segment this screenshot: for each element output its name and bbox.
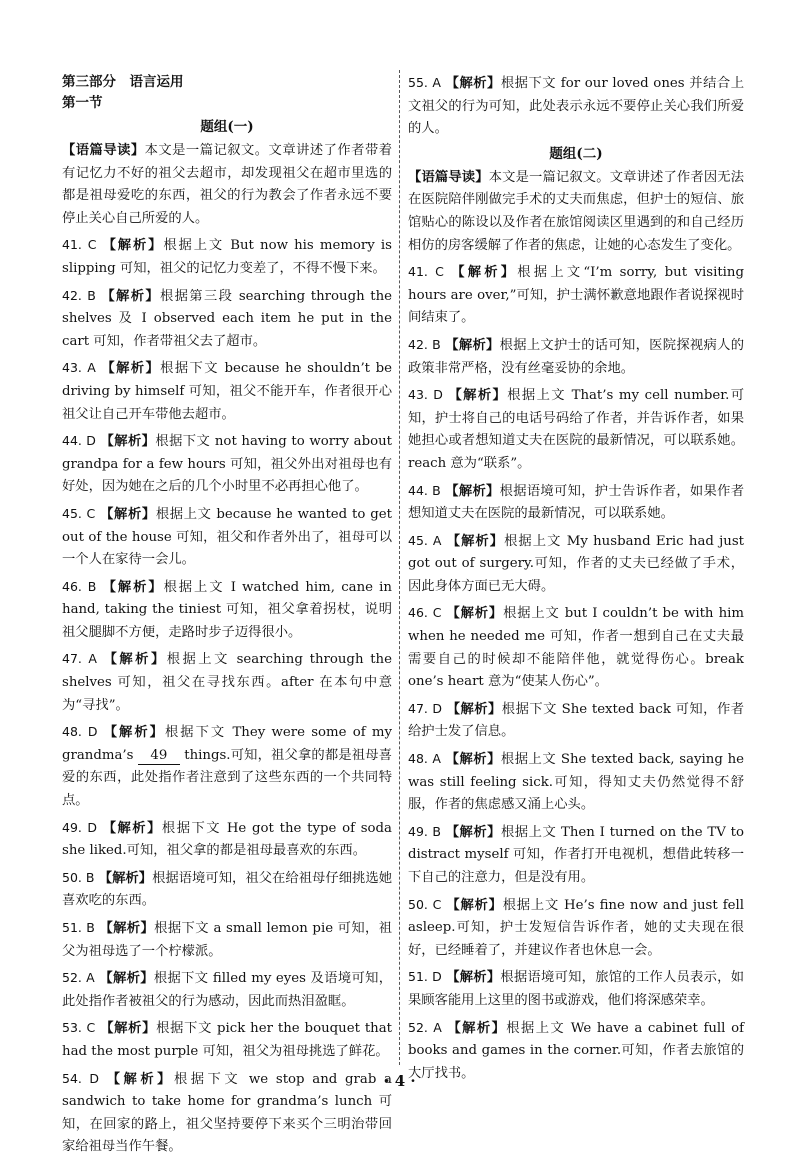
item-number: 45. C bbox=[62, 505, 96, 521]
analysis-tag: 【解析】 bbox=[101, 288, 160, 304]
analysis-tag: 【解析】 bbox=[99, 921, 155, 936]
analysis-tag: 【解析】 bbox=[447, 1020, 507, 1036]
answer-item bbox=[408, 480, 744, 526]
analysis-tag: 【解析】 bbox=[102, 820, 162, 836]
right-column bbox=[408, 72, 744, 1085]
item-text: 根据语境可知，祖父在给祖母仔细挑选她喜欢吃的东西。 bbox=[62, 870, 392, 909]
analysis-tag: 【解析】 bbox=[101, 361, 161, 377]
item-text: 根据下文 we stop and grab a sandwich to take home for grandma’s lunch 可知，在回家的路上，祖父坚持要停下来买个三明治带回家给祖母当作午餐。 bbox=[62, 1071, 392, 1155]
analysis-tag: 【解析】 bbox=[103, 652, 167, 668]
item-text: 根据上文 because he wanted to get out of the house 可知，祖父和作者外出了，祖母可以一个人在家待一会儿。 bbox=[62, 506, 392, 568]
analysis-tag: 【解析】 bbox=[99, 971, 154, 987]
item-text: 根据上文 But now his memory is slipping 可知，祖父的记忆力变差了，不得不慢下来。 bbox=[62, 238, 392, 276]
analysis-tag: 【解析】 bbox=[446, 606, 504, 622]
intro-text: 本文是一篇记叙文。文章讲述了作者带着有记忆力不好的祖父去超市，却发现祖父在超市里选的都是祖母爱吃的东西，祖父的行为教会了作者永远不要停止关心自己所爱的人。 bbox=[62, 143, 393, 226]
item-number: 52. A bbox=[62, 970, 95, 986]
answer-item bbox=[408, 334, 744, 380]
intro-tag: 【语篇导读】 bbox=[408, 169, 489, 185]
answer-item bbox=[408, 821, 744, 890]
item-text: 根据上文 My husband Eric had just got out of surgery.可知，作者的丈夫已经做了手术，因此身体方面已无大碍。 bbox=[408, 533, 745, 594]
answer-item bbox=[62, 721, 392, 812]
item-text: 根据下文 because he shouldn’t be driving by himself 可知，祖父不能开车，作者很开心祖父让自己开车带他去超市。 bbox=[62, 361, 393, 422]
item-number: 41. C bbox=[62, 237, 97, 253]
item-text: 根据上文 but I couldn’t be with him when he needed me 可知，作者一想到自己在丈夫最需要自己的时候却不能陪伴他，就觉得伤心。break one’s heart 意为“使某人伤心”。 bbox=[408, 606, 744, 690]
item-text: 根据上文 searching through the shelves 可知，祖父在寻找东西。after 在本句中意为“寻找”。 bbox=[62, 652, 392, 713]
item-number: 50. C bbox=[408, 896, 442, 912]
answer-item bbox=[62, 357, 392, 426]
answer-item bbox=[408, 530, 744, 599]
item-text-continued: things.可知，祖父拿的都是祖母喜爱的东西，此处指作者注意到了这些东西的一个共同特点。 bbox=[62, 747, 392, 809]
analysis-tag: 【解析】 bbox=[446, 897, 503, 913]
blank-number: 49 bbox=[138, 748, 180, 765]
item-text: 根据下文 not having to worry about grandpa for a few hours 可知，祖父外出对祖母也有好处，因为她在之后的几个小时里不必再担心他了。 bbox=[62, 434, 392, 495]
intro-text: 本文是一篇记叙文。文章讲述了作者因无法在医院陪伴刚做完手术的丈夫而焦虑，但护士的短信、旅馆贴心的陈设以及作者在旅馆阅读区里遇到的和自己经历相仿的房客缓解了作者的焦虑，让她的心态发生了变化。 bbox=[408, 169, 745, 253]
analysis-tag: 【解析】 bbox=[445, 752, 501, 768]
answer-item bbox=[62, 285, 392, 354]
answer-item bbox=[62, 234, 392, 280]
analysis-tag: 【解析】 bbox=[445, 483, 500, 499]
analysis-tag: 【解析】 bbox=[102, 238, 164, 254]
analysis-tag: 【解析】 bbox=[100, 506, 156, 522]
item-number: 54. D bbox=[62, 1070, 99, 1086]
answer-item bbox=[408, 698, 744, 744]
answer-item bbox=[408, 748, 744, 817]
group-title-2: 题组(二) bbox=[549, 145, 603, 162]
item-text: 根据下文 They were some of my grandma’s bbox=[62, 725, 393, 763]
analysis-tag: 【解析】 bbox=[448, 388, 508, 404]
item-number: 49. B bbox=[408, 823, 441, 839]
item-number: 44. D bbox=[62, 433, 96, 449]
item-text: 根据上文 We have a cabinet full of books and games in the corner.可知，作者去旅馆的大厅找书。 bbox=[408, 1020, 744, 1081]
subsection-title: 第一节 bbox=[62, 95, 103, 111]
item-text: 根据下文 She texted back 可知，作者给护士发了信息。 bbox=[408, 701, 745, 740]
item-number: 47. A bbox=[62, 651, 97, 667]
item-number: 46. B bbox=[62, 578, 97, 594]
answer-item bbox=[62, 917, 392, 963]
analysis-tag: 【解析】 bbox=[100, 1021, 157, 1037]
item-number: 51. B bbox=[62, 920, 95, 935]
analysis-tag: 【解析】 bbox=[106, 1071, 174, 1087]
item-number: 53. C bbox=[62, 1020, 96, 1036]
item-text: 根据第三段 searching through the shelves 及 I observed each item he put in the cart 可知，作者带祖父去了超市。 bbox=[62, 288, 393, 349]
answer-item bbox=[408, 966, 744, 1012]
item-text: 根据下文 for our loved ones 并结合上文祖父的行为可知，此处表示永远不要停止关心我们所爱的人。 bbox=[408, 76, 744, 137]
item-number: 48. A bbox=[408, 751, 441, 767]
item-text: 根据下文 He got the type of soda she liked.可知，祖父拿的都是祖母最喜欢的东西。 bbox=[62, 820, 392, 859]
item-text: 根据语境可知，旅馆的工作人员表示，如果顾客能用上这里的图书或游戏，他们将深感荣幸。 bbox=[408, 970, 744, 1008]
analysis-tag: 【解析】 bbox=[451, 265, 518, 281]
answer-item bbox=[408, 72, 744, 141]
item-text: 根据上文 She texted back, saying he was still feeling sick.可知，得知丈夫仍然觉得不舒服，作者的焦虑感又涌上心头。 bbox=[408, 752, 745, 813]
item-text: 根据上文 I watched him, cane in hand, taking the tiniest 可知，祖父拿着拐杖，说明祖父腿脚不方便，走路时步子迈得很小。 bbox=[62, 579, 392, 640]
analysis-tag: 【解析】 bbox=[445, 337, 500, 353]
analysis-tag: 【解析】 bbox=[446, 533, 505, 549]
item-number: 51. D bbox=[408, 969, 442, 985]
analysis-tag: 【解析】 bbox=[103, 725, 165, 741]
answer-item bbox=[62, 648, 392, 717]
item-number: 43. A bbox=[62, 360, 96, 376]
item-number: 52. A bbox=[408, 1019, 442, 1035]
item-number: 48. D bbox=[62, 724, 98, 740]
item-number: 46. C bbox=[408, 605, 442, 621]
answer-item bbox=[408, 894, 744, 963]
analysis-tag: 【解析】 bbox=[102, 579, 164, 595]
intro-paragraph bbox=[408, 167, 744, 257]
item-text: 根据上文护士的话可知，医院探视病人的政策非常严格，没有丝毫妥协的余地。 bbox=[408, 337, 745, 376]
intro-tag: 【语篇导读】 bbox=[62, 143, 145, 158]
item-number: 41. C bbox=[408, 264, 444, 280]
page-number: · 4 · bbox=[384, 1072, 416, 1090]
item-text: 根据上文 He’s fine now and just fell asleep.可知，护士发短信告诉作者，她的丈夫现在很好，已经睡着了，并建议作者也休息一会。 bbox=[408, 897, 745, 958]
left-column bbox=[62, 72, 392, 1159]
answer-item bbox=[62, 1017, 392, 1063]
item-number: 47. D bbox=[408, 700, 442, 716]
analysis-tag: 【解析】 bbox=[446, 701, 502, 717]
section-title: 第三部分 语言运用 bbox=[62, 74, 184, 90]
item-text: 根据上文 Then I turned on the TV to distract myself 可知，作者打开电视机，想借此转移一下自己的注意力，但是没有用。 bbox=[408, 824, 744, 885]
item-text: 根据下文 pick her the bouquet that had the most purple 可知，祖父为祖母挑选了鲜花。 bbox=[62, 1021, 393, 1059]
item-number: 55. A bbox=[408, 75, 441, 90]
item-text: 根据下文 filled my eyes 及语境可知，此处指作者被祖父的行为感动，因此而热泪盈眶。 bbox=[62, 971, 393, 1009]
item-number: 42. B bbox=[408, 336, 441, 352]
group-title-1: 题组(一) bbox=[200, 119, 254, 135]
answer-item bbox=[408, 602, 744, 693]
answer-list-right bbox=[408, 261, 744, 1085]
answer-item bbox=[62, 576, 392, 645]
item-text: 根据上文 That’s my cell number.可知，护士将自己的电话号码给了作者，并告诉作者，如果她担心或者想知道丈夫在医院的最新情况，可以联系她。reach 意为“联系”。 bbox=[408, 388, 745, 471]
analysis-tag: 【解析】 bbox=[446, 970, 501, 986]
answer-item bbox=[62, 503, 392, 572]
answer-item bbox=[62, 967, 392, 1013]
item-number: 44. B bbox=[408, 482, 441, 498]
item-number: 49. D bbox=[62, 819, 97, 835]
answer-item bbox=[408, 261, 744, 330]
answer-item bbox=[62, 817, 392, 863]
analysis-tag: 【解析】 bbox=[445, 824, 501, 840]
analysis-tag: 【解析】 bbox=[98, 870, 153, 886]
item-number: 50. B bbox=[62, 869, 95, 885]
answer-item bbox=[62, 430, 392, 499]
item-text: 根据下文 a small lemon pie 可知，祖父为祖母选了一个柠檬派。 bbox=[62, 921, 393, 959]
item-number: 45. A bbox=[408, 532, 442, 548]
column-divider bbox=[399, 70, 400, 1065]
intro-paragraph bbox=[62, 140, 392, 230]
item-number: 43. D bbox=[408, 387, 443, 403]
item-text: 根据上文“I’m sorry, but visiting hours are over,”可知，护士满怀歉意地跟作者说探视时间结束了。 bbox=[408, 265, 744, 326]
answer-list-left bbox=[62, 234, 392, 1159]
item-number: 42. B bbox=[62, 287, 96, 303]
analysis-tag: 【解析】 bbox=[100, 434, 156, 450]
analysis-tag: 【解析】 bbox=[445, 76, 501, 91]
answer-item bbox=[408, 384, 744, 475]
item-text: 根据语境可知，护士告诉作者，如果作者想知道丈夫在医院的最新情况，可以联系她。 bbox=[408, 483, 745, 522]
answer-item bbox=[62, 867, 392, 913]
